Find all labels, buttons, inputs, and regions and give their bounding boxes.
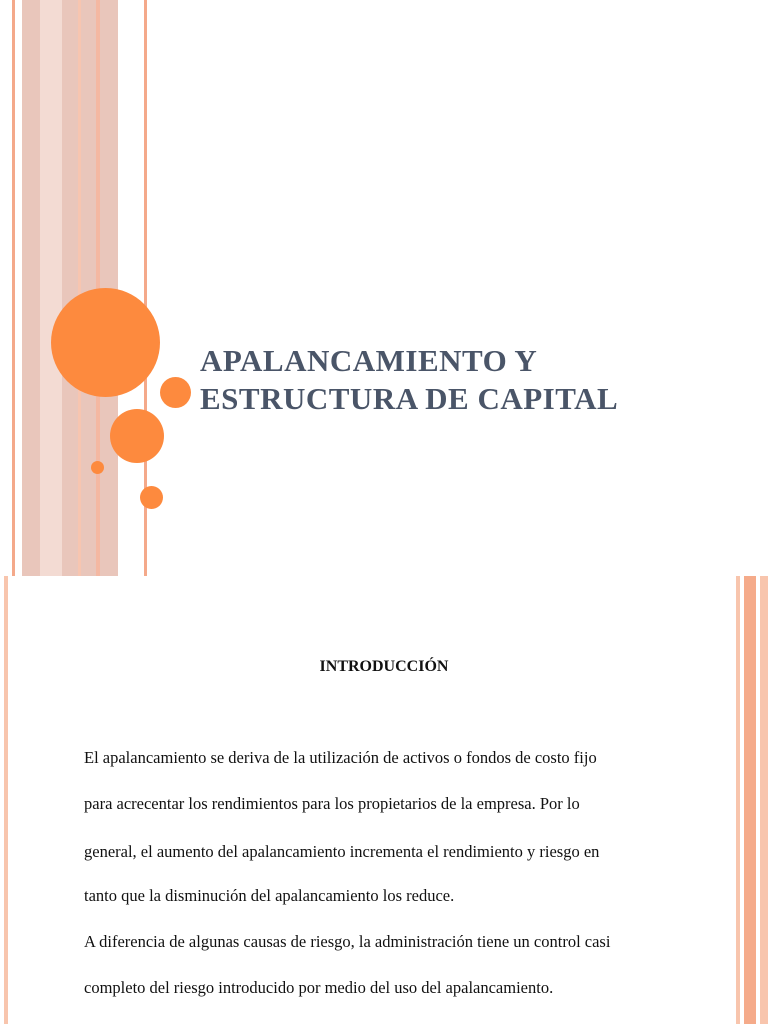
left-stripe-line-1	[12, 0, 15, 576]
document-page	[0, 576, 768, 1024]
doc-right-border-3	[760, 576, 768, 1024]
doc-heading: INTRODUCCIÓN	[319, 658, 449, 675]
slide-title-line-2: ESTRUCTURA DE CAPITAL	[200, 381, 619, 416]
doc-left-border	[4, 576, 8, 1024]
doc-line-3: general, el aumento del apalancamiento incrementa el rendimiento y riesgo en	[84, 842, 600, 861]
doc-right-border-2	[744, 576, 756, 1024]
doc-line-6: completo del riesgo introducido por medio del uso del apalancamiento.	[84, 978, 554, 997]
left-stripe-light	[40, 0, 62, 576]
small-circle-upper	[160, 377, 191, 408]
slide-title	[200, 342, 720, 418]
left-stripe-line-2	[78, 0, 81, 576]
doc-line-4: tanto que la disminución del apalancamiento los reduce.	[84, 886, 455, 905]
doc-line-2: para acrecentar los rendimientos para los propietarios de la empresa. Por lo	[84, 794, 580, 813]
slide-title-line-1: APALANCAMIENTO Y	[200, 343, 538, 378]
doc-line-1: El apalancamiento se deriva de la utilización de activos o fondos de costo fijo	[84, 748, 597, 767]
small-circle-lower	[140, 486, 163, 509]
doc-line-5: A diferencia de algunas causas de riesgo, la administración tiene un control casi	[84, 932, 611, 951]
large-circle	[51, 288, 160, 397]
tiny-circle	[91, 461, 104, 474]
medium-circle	[110, 409, 164, 463]
doc-right-border-1	[736, 576, 740, 1024]
